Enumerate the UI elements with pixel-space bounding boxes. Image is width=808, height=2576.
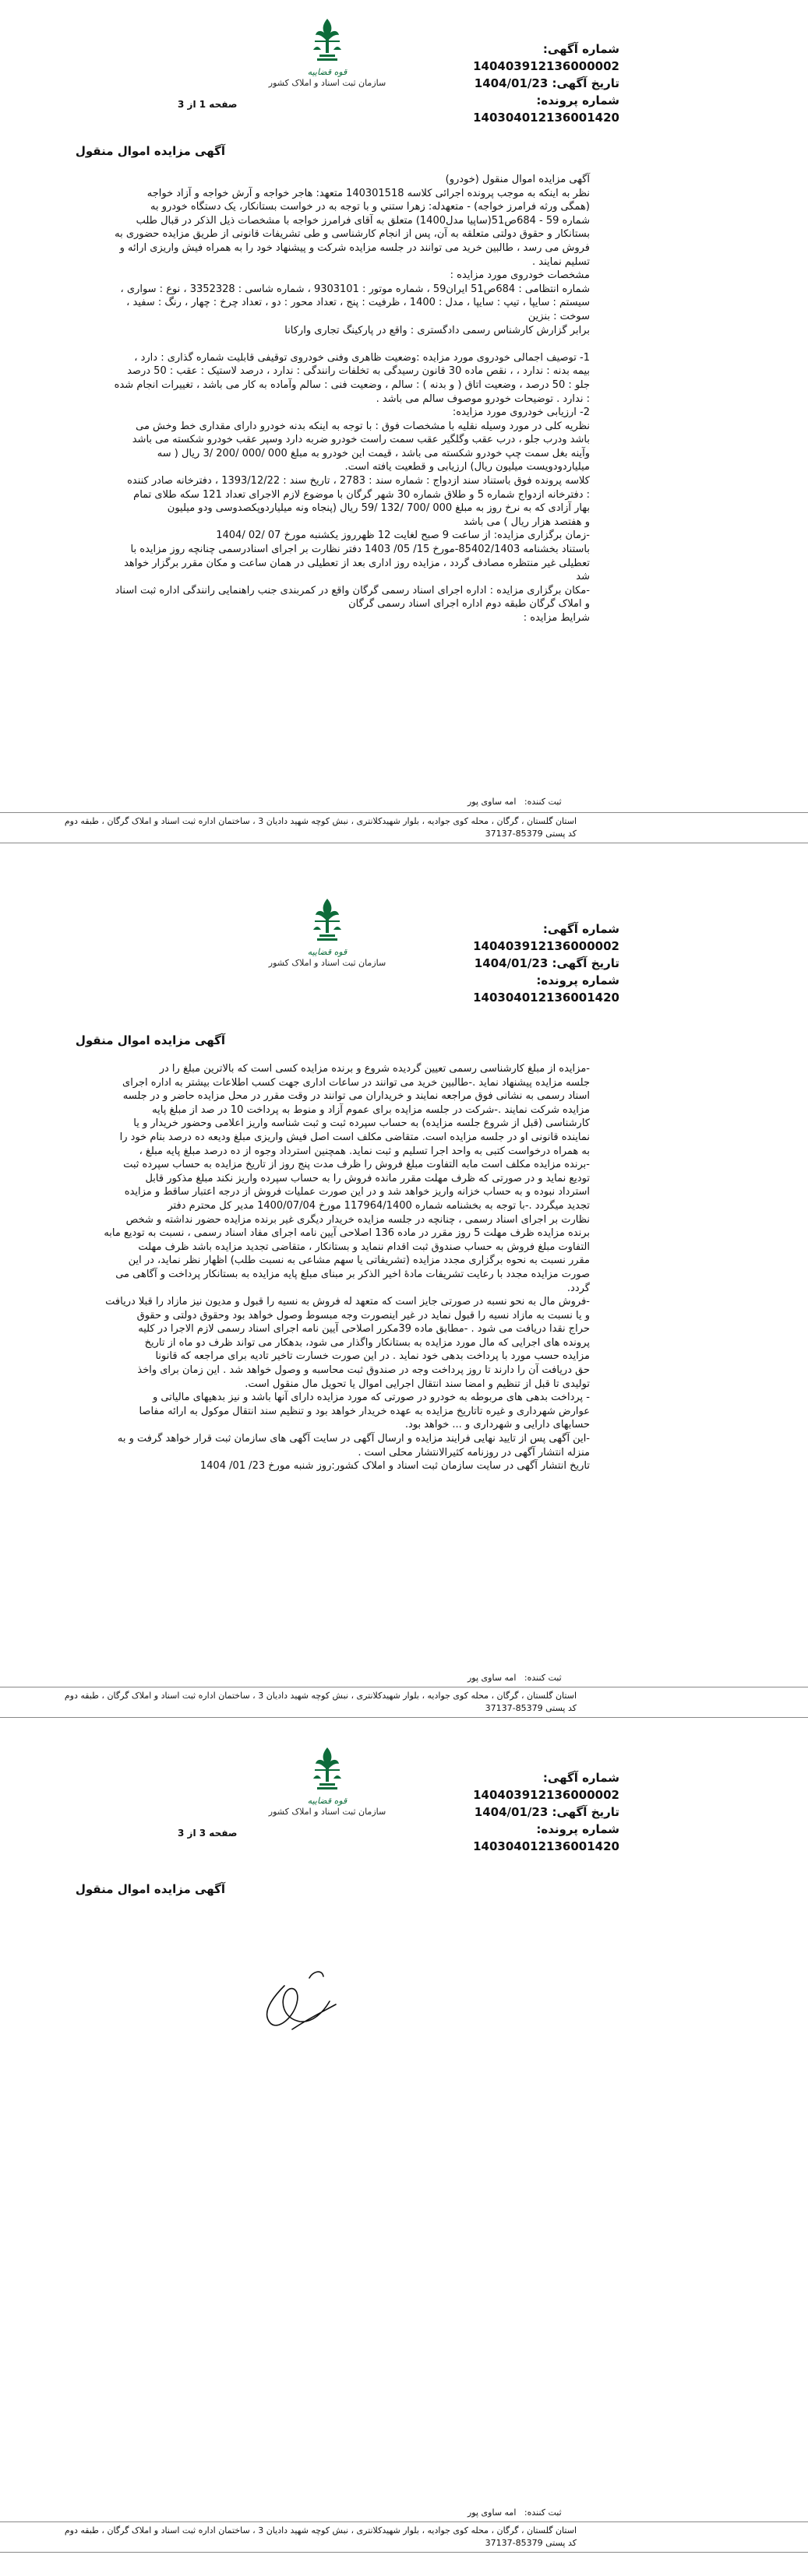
office-address-footer: [0, 1687, 808, 1718]
date-label: تاریخ آگهی:: [552, 956, 619, 970]
notice-no-label: شماره آگهی:: [542, 1771, 619, 1785]
body-line: به همراه درخواست کتبی به واحد اجرا تسلیم و ثبت نماید. همچنین استرداد وجوه از ده درصد مبلغ پایه مبلغ ،: [139, 1145, 590, 1157]
body-line: التفاوت مبلغ فروش به حساب صندوق ثبت اقدام ننماید و بستانکار ، متقاضی تجدید مزایده باشد ظرف مهلت: [138, 1240, 590, 1253]
date-label: تاریخ آگهی:: [552, 76, 619, 90]
judiciary-caption: قوه قضاییه: [307, 1796, 348, 1806]
body-line: سیستم : سایپا ، تیپ : سایپا ، مدل : 1400 ، ظرفیت : پنج ، تعداد محور : دو ، تعداد چرخ : چهار ، رنگ : سفید ،: [126, 297, 590, 309]
body-line: نظارت بر اجرای اسناد رسمی ، چنانچه در جلسه مزایده خریدار دیگری غیر برنده مزایده حضور نداشته و شخص: [125, 1213, 590, 1226]
notice-no: 140403912136000002: [473, 59, 619, 73]
page-number: صفحه 3 از 3: [178, 1828, 238, 1839]
body-line: تعطیلی غیر منتظره مصادف گردد ، مزایده روز اداری بعد از تعطیلی در همان ساعت و مکان مقرر برگزار خواهد: [124, 557, 590, 569]
body-line: : ندارد . توضیحات خودرو موصوف سالم می باشد .: [376, 392, 590, 405]
page-header: [0, 0, 808, 136]
notice-no: 140403912136000002: [473, 1788, 619, 1802]
body-line: کارشناسی (قبل از شروع جلسه مزایده) به حساب سپرده ثبت و ثبت شناسه واریز اعلامی وحضور خریدار و یا: [133, 1117, 590, 1130]
body-line: پرونده های اجرایی که مال مورد مزایده به بستانکار واگذار می شود، بدهکار می تواند ظرف دو ماه از تاریخ: [144, 1336, 590, 1349]
registrar-label: ثبت کننده:: [524, 797, 562, 807]
judiciary-logo: [265, 897, 390, 969]
case-no: 140304012136001420: [473, 991, 619, 1005]
scales-emblem-icon: [310, 17, 344, 67]
body-line: (همگی ورثه فرامرز خواجه) - متعهدله: زهرا ستني و با توجه به در خواست بستانکار، یک دستگاه خودرو به: [150, 201, 590, 213]
office-address: استان گلستان ، گرگان ، محله کوی جوادیه ، بلوار شهیدکلانتری ، نبش کوچه شهید دادیان 3 ، ساختمان اداره ثبت اسناد و املاک گرگان ، طبقه دوم: [64, 2525, 577, 2536]
postal-code: کد پستی 85379-37137: [485, 829, 577, 839]
page-1: [0, 0, 808, 880]
body-line: تولیدی تا قبل از تنظیم و امضا سند انتقال اجرایی اموال یا تحویل مال منقول است.: [245, 1378, 590, 1390]
body-line: مشخصات خودروی مورد مزایده :: [450, 269, 590, 282]
scales-emblem-icon: [310, 897, 344, 947]
page-3: [0, 1729, 808, 2576]
case-no-label: شماره پرونده:: [536, 973, 619, 987]
body-line: -مزایده از مبلغ کارشناسی رسمی تعیین گردیده شروع و برنده مزایده کسی است که بالاترین مبلغ را در: [159, 1063, 590, 1075]
notice-conditions: [13, 1062, 590, 1473]
judiciary-logo: [265, 1746, 390, 1818]
notice-date: 1404/01/23: [474, 1805, 549, 1819]
notice-meta: [417, 1769, 619, 1855]
body-line: -این آگهی پس از تایید نهایی فرایند مزایده و ارسال آگهی در سایت آگهی های سازمان ثبت قرار خواهد گرفت و به: [117, 1433, 590, 1445]
registrar-name: امه ساوی پور: [468, 797, 517, 807]
body-line: فروش می رسد ، طالبین خرید می توانند در جلسه مزایده شرکت و پیشنهاد خود را به همراه فیش واریزی ارائه و: [119, 241, 590, 254]
body-line: حسابهای دارایی و شهرداری و ... خواهد بود.: [404, 1419, 590, 1431]
notice-date: 1404/01/23: [474, 76, 549, 90]
body-line: و یا نسبت به مازاد نسیه را قبول نماید در غیر اینصورت وجه مبسوط وصول خواهد بود وحقوق دولتی و حقوق: [136, 1309, 590, 1321]
notice-no: 140403912136000002: [473, 939, 619, 953]
notice-meta: [417, 920, 619, 1006]
page-title: آگهی مزایده اموال منقول: [75, 144, 225, 158]
body-line: و املاک گرگان طبقه دوم اداره اجرای اسناد رسمی گرگان: [348, 598, 590, 611]
body-line: کلاسه پرونده فوق باستناد سند ازدواج : شماره سند : 2783 ، تاریخ سند : 1393/12/22 ، دفترخانه صادر کننده: [127, 475, 590, 487]
notice-date: 1404/01/23: [474, 956, 549, 970]
judiciary-logo: [265, 17, 390, 89]
page-title: آگهی مزایده اموال منقول: [75, 1033, 225, 1047]
body-line: -زمان برگزاری مزایده: از ساعت 9 صبح لغایت 12 ظهرروز یکشنبه مورخ 07 /02 /1404: [216, 530, 590, 542]
body-line: شماره انتظامی : 684ص51 ایران59 ، شماره موتور : 9303101 ، شماره شاسی : 3352328 ، نوع : سواری ،: [120, 283, 590, 295]
body-line: عوارض شهرداری و غیره تاتاریخ مزایده به عهده خریدار خواهد بود و تنظیم سند انتقال موکول به ارائه مفاصا: [139, 1405, 590, 1417]
notice-meta: [417, 40, 619, 126]
case-no-label: شماره پرونده:: [536, 1822, 619, 1836]
body-line: شماره 59 - 684ص51(ساپیا مدل1400) متعلق به آقای فرامرز خواجه با مشخصات ذیل الذکر در قبال طلب: [136, 214, 590, 227]
body-line: تجدید میگردد .-با توجه به بخشنامه شماره 117964/1400 مورخ 1400/07/04 مدیر کل محترم دفتر: [168, 1199, 590, 1212]
body-line: صورت مزایده مجدد با رعایت تشریفات مادۀ اخیر الذکر بر مبنای مبلغ پایه مزایده به بستانکار پرداخت و آگاهی می: [115, 1268, 590, 1280]
body-line: تاریخ انتشار آگهی در سایت سازمان ثبت اسناد و املاک کشور:روز شنبه مورخ 23/ 01/ 1404: [199, 1460, 590, 1473]
body-line: نظریه کلی در مورد وسیله نقلیه با مشخصات فوق : با توجه به اینکه بدنه خودرو دارای مقداری خط وخش می: [136, 420, 590, 432]
body-line: 2- ارزیابی خودروی مورد مزایده:: [452, 406, 590, 419]
notice-no-label: شماره آگهی:: [542, 42, 619, 56]
body-line: وآینه بغل سمت چپ خودرو شکسته می باشد ، قیمت این خودرو به مبلغ 000 /000 /200 /3 ریال ( سه: [157, 447, 590, 459]
org-caption: سازمان ثبت اسناد و املاک کشور: [268, 78, 386, 88]
body-line: میلیاردودویست میلیون ریال) ارزیابی و قطعیت یافته است.: [344, 461, 590, 473]
body-line: گردد.: [566, 1282, 590, 1294]
org-caption: سازمان ثبت اسناد و املاک کشور: [268, 1807, 386, 1817]
body-line: نماینده قانونی او در جلسه مزایده است. متقاضی مکلف است اصل فیش واریزی مبلغ ودیعه ده درصد بنام خود را: [119, 1131, 590, 1143]
body-line: شرایط مزایده :: [523, 612, 590, 624]
judiciary-caption: قوه قضاییه: [307, 67, 348, 77]
body-line: تودیع نماید و در صورتی که ظرف مهلت مقرر مانده فروش را به حساب سپرده واریز نکند مبلغ مذکور قابل: [145, 1172, 590, 1184]
body-line: نظر به اینکه به موجب پرونده اجرائی کلاسه 140301518 متعهد: هاجر خواجه و آرش خواجه و آزاد خواجه: [146, 187, 590, 199]
body-line: باستناد بخشنامه 85402/1403-مورخ 15/ 05/ 1403 دفتر نظارت بر اجرای اسنادرسمی چنانچه روز مزایده با: [130, 544, 590, 556]
judiciary-caption: قوه قضاییه: [307, 947, 348, 957]
page-number: صفحه 1 از 3: [178, 99, 238, 110]
body-line: 1- توصیف اجمالی خودروی مورد مزایده :وضعیت ظاهری وفنی خودروی توقیفی قابلیت شماره گذاری : دارد ،: [134, 351, 590, 364]
office-address: استان گلستان ، گرگان ، محله کوی جوادیه ، بلوار شهیدکلانتری ، نبش کوچه شهید دادیان 3 ، ساختمان اداره ثبت اسناد و املاک گرگان ، طبقه دوم: [64, 1691, 577, 1701]
case-no: 140304012136001420: [473, 111, 619, 125]
body-line: مزایده شرکت نمایند .-شرکت در جلسه مزایده برای عموم آزاد و منوط به پرداخت 10 در صد از مبلغ پایه: [152, 1103, 590, 1116]
body-line: حق دریافت آن را دارند تا روز پرداخت وجه در صندوق ثبت محاسبه و وصول خواهد شد . این زمان برای واخذ: [137, 1364, 590, 1377]
office-address: استان گلستان ، گرگان ، محله کوی جوادیه ، بلوار شهیدکلانتری ، نبش کوچه شهید دادیان 3 ، ساختمان اداره ثبت اسناد و املاک گرگان ، طبقه دوم: [64, 816, 577, 826]
date-label: تاریخ آگهی:: [552, 1805, 619, 1819]
body-line: جلسه مزایده پیشنهاد نماید .-طالبین خرید می توانند در ساعات اداری جهت کسب اطلاعات بیشتر به اداره اجرای: [122, 1076, 590, 1089]
org-caption: سازمان ثبت اسناد و املاک کشور: [268, 958, 386, 968]
body-line: جلو : 50 درصد ، وضعیت اتاق ( و بدنه ) : سالم ، وضعیت فنی : سالم وآماده به کار می باشد ، تغییرات انجام شده: [114, 378, 590, 391]
body-line: بهار آزادی که به نرخ روز به مبلغ 000 /700 /132 /59 ریال (پنجاه ونه میلیاردوپکصدوسی ودو میلیون: [167, 502, 590, 515]
case-no-label: شماره پرونده:: [536, 93, 619, 107]
body-line: بیمه بدنه : ندارد ، ، نقص ماده 30 قانون رسیدگی به تخلفات رانندگی : ندارد ، درصد لاستیک : عقب : 50 درصد: [127, 365, 590, 378]
registrar-name: امه ساوی پور: [468, 2507, 517, 2518]
case-no: 140304012136001420: [473, 1839, 619, 1853]
handwritten-signature: [238, 1955, 355, 2040]
registrar: [468, 1673, 562, 1683]
body-line: -برنده مزایده مکلف است مابه التفاوت مبلغ فروش را ظرف مدت پنج روز از تاریخ مزایده به حساب سپرده ثبت: [123, 1159, 590, 1171]
page-header: [0, 880, 808, 1016]
body-line: برنده مزایده ظرف مهلت 5 روز مقرر در ماده 136 اصلاحی آیین نامه اجرای مفاد اسناد رسمی ، نسبت به تودیع مابه: [104, 1227, 590, 1240]
body-line: و هفتصد هزار ریال ) می باشد: [464, 516, 590, 528]
body-line: -مکان برگزاری مزایده : اداره اجرای اسناد رسمی گرگان واقع در کمربندی جنب راهنمایی رانندگی اداره ثبت اسناد: [115, 584, 590, 596]
office-address-footer: [0, 812, 808, 843]
body-line: تسلیم نمایند .: [532, 255, 590, 268]
page-header: [0, 1729, 808, 1865]
office-address-footer: [0, 2521, 808, 2553]
body-line: استرداد نبوده و به حساب خزانه واریز خواهد شد و در این صورت عملیات فروش از درجه اعتبار ساقط و مزایده: [124, 1186, 590, 1198]
body-line: - پرداخت بدهی های مربوطه به خودرو در صورتی که مورد مزایده دارای آنها باشد و نیز بدهیهای مالیاتی و: [152, 1392, 590, 1404]
registrar: [468, 2507, 562, 2518]
registrar: [468, 797, 562, 807]
body-line: بستانکار و حقوق دولتی متعلقه به آن، پس از انجام کارشناسی و طی تشریفات قانونی از طریق مزایده حضوری به: [115, 228, 590, 241]
body-line: حراج نقدا دریافت می شود . -مطابق ماده 39مکرر اصلاحی آیین نامه اجرای اسناد رسمی لازم الاجرا در کلیه: [138, 1323, 590, 1336]
body-line: مقرر نسبت به نحوه برگزاری مجدد مزایده (تشریفاتی یا سهم مشاعی به نسبت طلب) اظهار نظر نماید، در این: [128, 1255, 590, 1267]
body-line: سوخت : بنزین: [527, 310, 590, 322]
page-2: [0, 880, 808, 1729]
postal-code: کد پستی 85379-37137: [485, 2538, 577, 2548]
body-line: شد: [576, 571, 590, 583]
body-line: -فروش مال به نحو نسبه در صورتی جایز است که متعهد له فروش به نسیه را قبول و مدیون نیز مازاد را قبلا دریافت: [105, 1296, 590, 1308]
body-line: : دفترخانه ازدواج شماره 5 و طلاق شماره 30 شهر گرگان با موضوع لازم الاجرای تعداد 121 سکه طلای تمام: [133, 488, 590, 501]
body-line: [13, 337, 590, 351]
page-title: آگهی مزایده اموال منقول: [75, 1882, 225, 1896]
postal-code: کد پستی 85379-37137: [485, 1703, 577, 1713]
notice-no-label: شماره آگهی:: [542, 922, 619, 936]
scales-emblem-icon: [310, 1746, 344, 1796]
registrar-name: امه ساوی پور: [468, 1673, 517, 1683]
body-line: منزله انتشار آگهی در روزنامه کثیرالانتشار محلی است .: [358, 1446, 590, 1459]
body-line: برابر گزارش کارشناس رسمی دادگستری : واقع در پارکینگ تجاری وارکانا: [284, 324, 590, 336]
notice-body: [13, 173, 590, 625]
registrar-label: ثبت کننده:: [524, 1673, 562, 1683]
body-line: آگهی مزایده اموال منقول (خودرو): [445, 174, 590, 185]
body-line: باشد ودرب جلو ، درب عقب وگلگیر عقب سمت راست خودرو ضربه دارد وسپر عقب خودرو شکسته می باشد: [132, 434, 590, 446]
body-line: اسناد رسمی به نشانی فوق مراجعه نمایند و خریداران می توانند در وقت مقرر در محل مزایده حاضر و در جلسه: [122, 1090, 590, 1103]
body-line: مزایده حسب مورد با پرداخت بدهی خود نماید . در این صورت خسارت تاخیر تادیه برای مراجعه که قانونا: [155, 1350, 590, 1363]
registrar-label: ثبت کننده:: [524, 2507, 562, 2518]
